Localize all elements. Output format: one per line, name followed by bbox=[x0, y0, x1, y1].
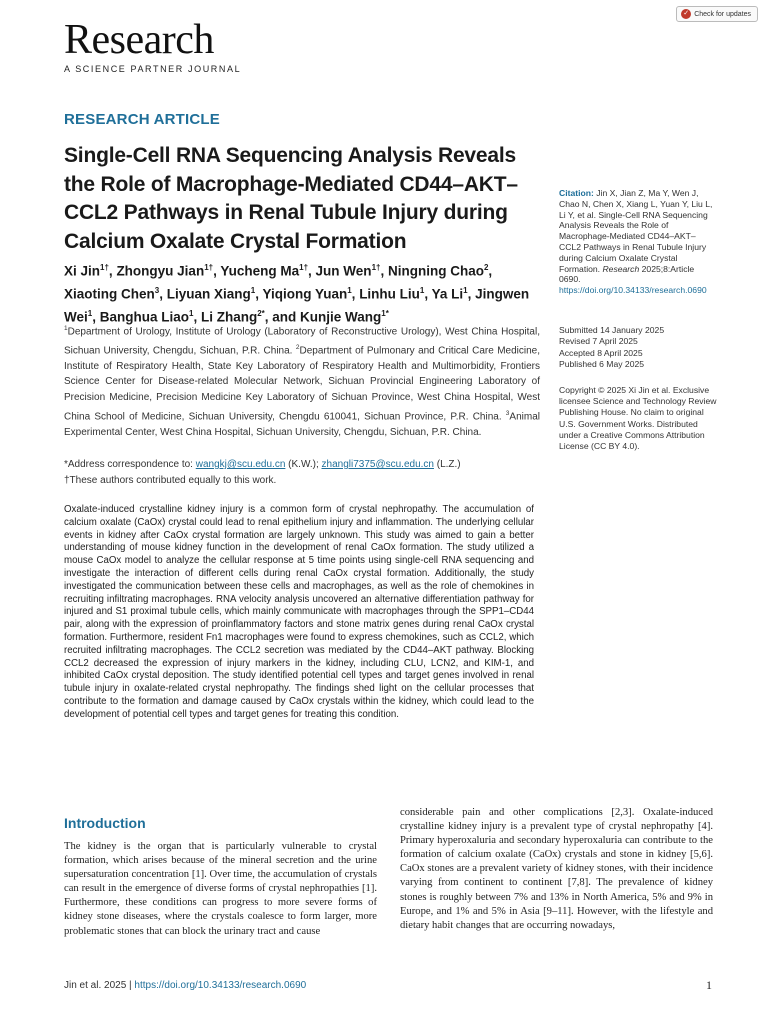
affiliation-text: Department of Pulmonary and Critical Care Medicine, Institute of Respiratory Health, State Key Laboratory of Respiratory Health and Multimorbidity, Frontiers Science Center for Disease-related Molecular Network, Sichuan Provincial Engineering Laboratory of Precision Medicine, Precision Medicine Key Laboratory of Sichuan Province, West China Hospital, West China School of Medicine, Sichuan University, Chengdu 610041, Sichuan Province, P.R. China. bbox=[64, 345, 540, 422]
author-name: Jun Wen bbox=[315, 263, 372, 279]
update-badge-icon: ✓ bbox=[681, 9, 691, 19]
author-affiliation-marker: 2* bbox=[257, 309, 265, 318]
author-affiliation-marker: 1 bbox=[189, 309, 194, 318]
copyright-notice: Copyright © 2025 Xi Jin et al. Exclusive licensee Science and Technology Review Publishing House. No claim to original U.S. Government Works. Distributed under a Creative Commons Attribution License (CC BY 4.0). bbox=[559, 385, 717, 452]
author-affiliation-marker: 1* bbox=[381, 309, 389, 318]
affiliations bbox=[64, 321, 540, 440]
citation-text: Jin X, Jian Z, Ma Y, Wen J, Chao N, Chen X, Xiang L, Yuan Y, Liu L, Li Y, et al. Single-Cell RNA Sequencing Analysis Reveals the Role of Macrophage-Mediated CD44–AKT–CCL2 Pathways in Renal Tubule Injury during Calcium Oxalate Crystal Formation. bbox=[559, 188, 713, 274]
footer-doi-link[interactable]: https://doi.org/10.34133/research.0690 bbox=[134, 980, 307, 991]
affiliation-marker: 3 bbox=[505, 409, 510, 417]
correspondence-prefix: *Address correspondence to: bbox=[64, 459, 196, 470]
footer-cite-text: Jin et al. 2025 | bbox=[64, 980, 135, 991]
correspondence-suffix: (L.Z.) bbox=[433, 459, 461, 470]
author-name: Kunjie Wang bbox=[300, 309, 382, 325]
author-affiliation-marker: 1† bbox=[299, 263, 309, 272]
author-name: Jingwen Wei bbox=[64, 286, 530, 325]
email-link-wang[interactable]: wangkj@scu.edu.cn bbox=[195, 459, 286, 470]
introduction-right-column: considerable pain and other complications [2,3]. Oxalate-induced crystalline kidney injury is a prevalent type of crystal nephropathy [4]. Primary hyperoxaluria and secondary hyperoxaluria can contribute to the formation of calcium oxalate (CaOx) crystals and stone in kidney [5,6]. CaOx stones are a prevalent variety of kidney stones, with their incidence varying from continent to continent [7,8]. The prevalence of kidney stones is roughly between 7% and 13% in North America, 5% and 9% in Europe, and 1% and 5% in Asia [9–11]. However, with the lifestyle and dietary habit changes that are occurring nowadays, bbox=[400, 807, 713, 931]
author-name: Xiaoting Chen bbox=[64, 286, 155, 302]
author-name: Linhu Liu bbox=[359, 286, 420, 302]
article-title: Single-Cell RNA Sequencing Analysis Reveals the Role of Macrophage-Mediated CD44–AKT–CCL2 Pathways in Renal Tubule Injury during Calcium Oxalate Crystal Formation bbox=[64, 144, 518, 253]
author-name: Zhongyu Jian bbox=[116, 263, 205, 279]
citation-label: Citation: bbox=[559, 188, 594, 198]
footer-citation bbox=[64, 980, 306, 991]
check-for-updates-label: Check for updates bbox=[694, 10, 751, 18]
affiliation-text: Department of Urology, Institute of Urology (Laboratory of Reconstructive Urology), West China Hospital, Sichuan University, Chengdu, Sichuan, P.R. China. bbox=[64, 326, 540, 357]
author-name: Banghua Liao bbox=[99, 309, 189, 325]
author-affiliation-marker: 1 bbox=[347, 286, 352, 295]
author-affiliation-marker: 1 bbox=[463, 286, 468, 295]
author-affiliation-marker: 1 bbox=[87, 309, 93, 318]
author-name: Ningning Chao bbox=[387, 263, 484, 279]
email-link-zhang[interactable]: zhangli7375@scu.edu.cn bbox=[321, 459, 434, 470]
affiliation-text: Animal Experimental Center, West China Hospital, Sichuan University, Chengdu, Sichuan, P.R. China. bbox=[64, 410, 540, 438]
citation-box bbox=[559, 188, 717, 296]
published-date: Published 6 May 2025 bbox=[559, 359, 645, 370]
author-affiliation-marker: 1† bbox=[100, 263, 109, 272]
author-name: Liyuan Xiang bbox=[166, 286, 251, 302]
journal-logo: Research bbox=[64, 17, 214, 63]
author-name: Yiqiong Yuan bbox=[262, 286, 348, 302]
author-affiliation-marker: 3 bbox=[154, 286, 160, 295]
author-list: Xi Jin$^{1\dagger}$, Zhongyu Jian$^{1\dagger}$, Yucheng $Ma^{1\dagger}$, Jun Wen$^{1\dagger}$, Ningning Chao$^2$, Xiaoting Chen$^3$, Liyuan Xiang$^1$, Yiqiong Yuan$^1$, Linhu Liu$^1$, Ya Li$^1$, Jingwen Wei$^1$, Banghua Liao$^1$, Li Zhang$^{2*}$, and Kunjie Wang$^{1*}$ bbox=[64, 263, 530, 325]
check-for-updates-button[interactable] bbox=[676, 6, 758, 22]
author-name: Yucheng Ma bbox=[220, 263, 300, 279]
equal-contribution-note: †These authors contributed equally to this work. bbox=[64, 474, 277, 486]
citation-doi-link[interactable]: https://doi.org/10.34133/research.0690 bbox=[559, 285, 707, 296]
accepted-date: Accepted 8 April 2025 bbox=[559, 347, 643, 358]
author-name: Li Zhang bbox=[200, 309, 258, 325]
author-affiliation-marker: 1† bbox=[204, 263, 214, 272]
author-affiliation-marker: 1 bbox=[419, 286, 425, 295]
author-affiliation-marker: 2 bbox=[483, 263, 489, 272]
abstract: Oxalate-induced crystalline kidney injury is a common form of crystal nephropathy. The accumulation of calcium oxalate (CaOx) crystal could lead to renal epithelium injury and inflammation. The underlying cellular events in kidney after CaOx crystal formation are largely unknown. This study was aimed to gain a better understanding of mouse kidney function in the development of renal CaOx formation. The study utilized a mouse CaOx model to analyze the cellular response at 5 time points using single-cell RNA sequencing and investigate the interaction of different cells during renal CaOx crystal formation. Additionally, the study investigated the communication between these cells and macrophages, as well as the role of chemokines in recruiting infiltrating macrophages. RNA velocity analysis uncovered an alternative differentiation pathway for injured and S1 proximal tubule cells, which mainly communicate with macrophages through the SPP1–CD44 pair, along with the expression of proinflammatory factors and stone matrix genes during renal CaOx crystal formation. Furthermore, resident Fn1 macrophages were found to express chemokines, such as CCL2, which recruited infiltrating macrophages. The CCL2 secretion was mediated by the CD44–AKT pathway. Blocking CCL2 decreased the expression of injury markers in the kidney, including CLU, LCN2, and KIM-1, and inhibited CaOx crystal deposition. The study identified potential cell types and target genes involved in renal tubule injury in oxalate-related crystal nephropathy. The findings shed light on the cellular processes that contribute to the formation and damage caused by CaOx crystals within the kidney, which could lead to the development of potential cell types and target genes for treating this condition. bbox=[64, 504, 534, 720]
correspondence bbox=[64, 457, 540, 488]
citation-journal: Research bbox=[602, 263, 640, 274]
page-number: 1 bbox=[706, 978, 712, 992]
article-dates bbox=[559, 325, 717, 371]
author-name: Xi Jin bbox=[64, 263, 101, 279]
author-affiliation-marker: 1 bbox=[250, 286, 256, 295]
correspondence-mid: (K.W.); bbox=[285, 459, 322, 470]
revised-date: Revised 7 April 2025 bbox=[559, 336, 638, 347]
affiliation-marker: 1 bbox=[64, 325, 68, 332]
author-name: Ya Li bbox=[431, 286, 464, 302]
affiliation-marker: 2 bbox=[295, 343, 300, 351]
author-affiliation-marker: 1† bbox=[371, 263, 381, 272]
introduction-heading: Introduction bbox=[64, 815, 146, 831]
journal-subtitle: A SCIENCE PARTNER JOURNAL bbox=[64, 64, 242, 74]
article-type: RESEARCH ARTICLE bbox=[64, 111, 220, 128]
introduction-left-column: The kidney is the organ that is particularly vulnerable to crystal formation, which arises because of the mineral secretion and the urine supersaturation concentration [1]. Over time, the accumulation of crystals can result in the emergence of diverse forms of crystal nephropathies [1]. Furthermore, these conditions can progress to more severe forms of kidney stone diseases, where the crystals coalesce to form larger, more problematic stones that can block the urinary tract and cause bbox=[64, 841, 377, 937]
citation-tail: 2025;8:Article 0690. bbox=[559, 263, 695, 285]
submitted-date: Submitted 14 January 2025 bbox=[559, 325, 665, 335]
